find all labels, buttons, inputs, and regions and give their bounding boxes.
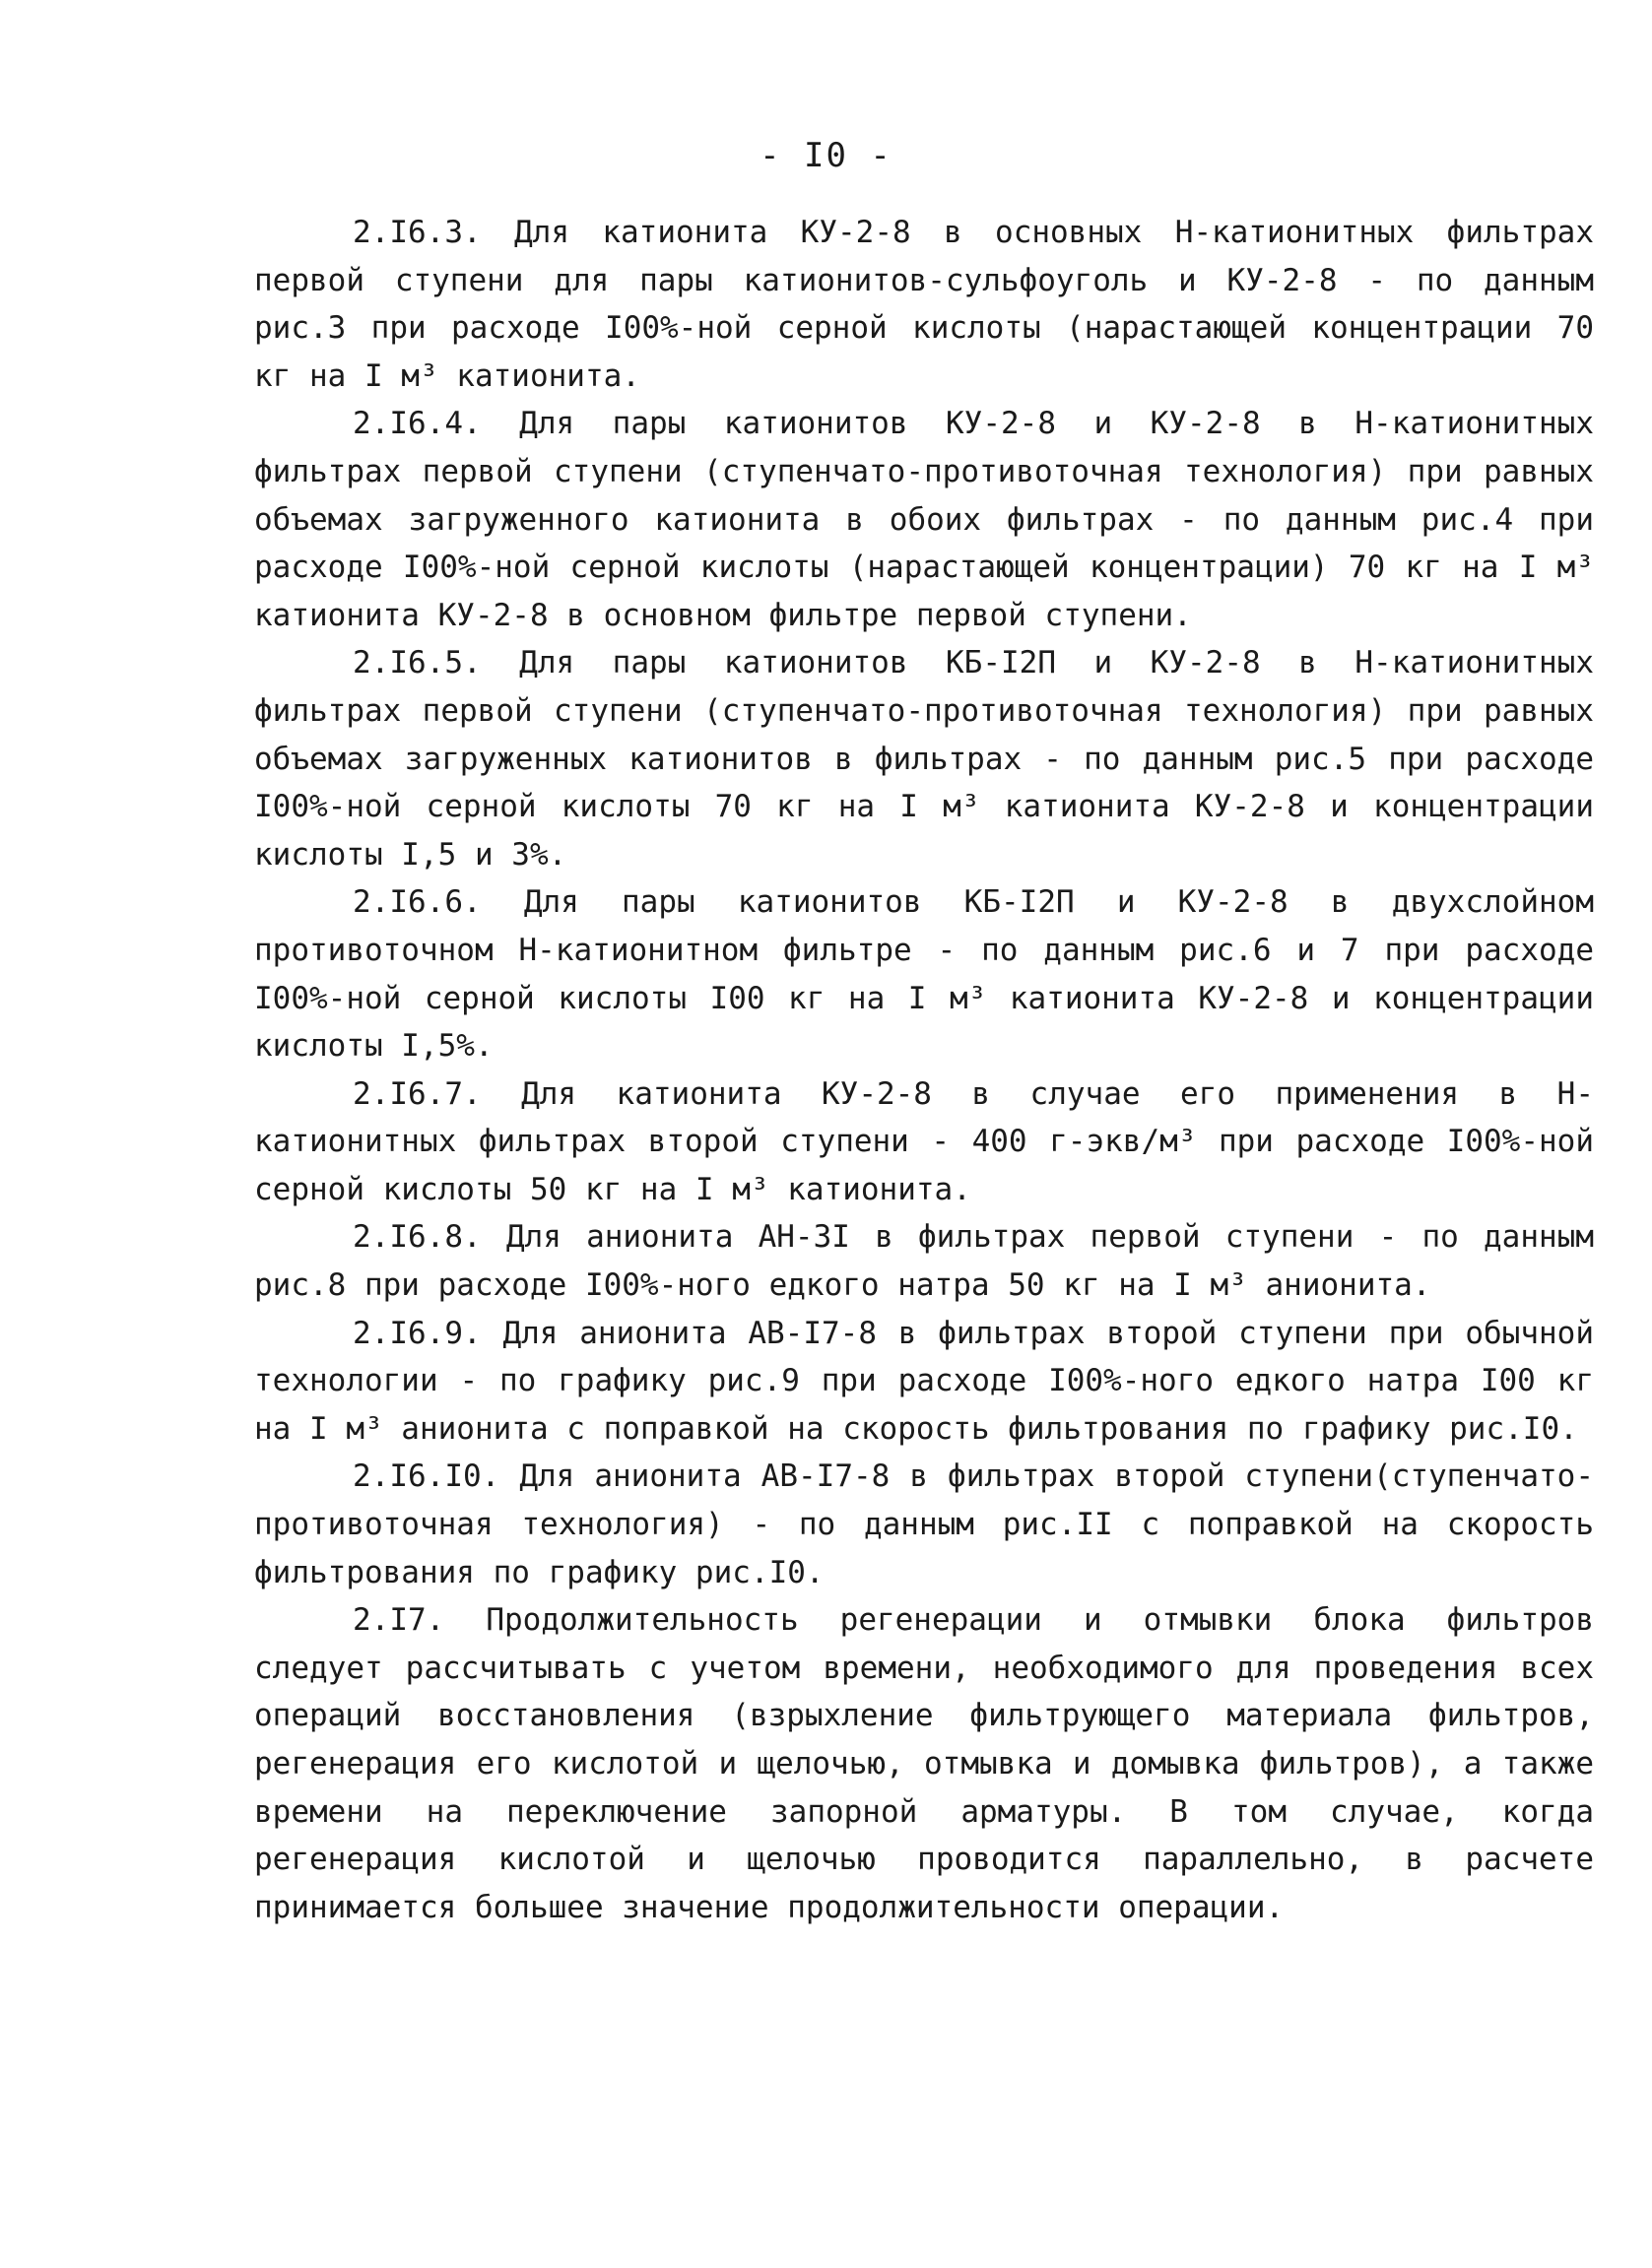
paragraph-2-16-3: 2.I6.3. Для катионита КУ-2-8 в основных Н-катионитных фильтрах первой ступени для пары катионитов-сульфоуголь и КУ-2-8 - по данным рис.3 при расходе I00%-ной серной кислоты (нарастающей концентрации 70 кг на I м³ катионита.	[254, 215, 1594, 394]
paragraph-2-16-8: 2.I6.8. Для анионита АН-3I в фильтрах первой ступени - по данным рис.8 при расходе I00%-ного едкого натра 50 кг на I м³ анионита.	[254, 1219, 1594, 1304]
page-number: - I0 -	[760, 136, 892, 175]
paragraph-2-16-10: 2.I6.I0. Для анионита АВ-I7-8 в фильтрах второй ступени(ступенчато-противоточная технология) - по данным рис.II с поправкой на скорость фильтрования по графику рис.I0.	[254, 1458, 1594, 1590]
paragraph-2-16-4: 2.I6.4. Для пары катионитов КУ-2-8 и КУ-2-8 в Н-катионитных фильтрах первой ступени (ступенчато-противоточная технология) при равных объемах загруженного катионита в обоих фильтрах - по данным рис.4 при расходе I00%-ной серной кислоты (нарастающей концентрации) 70 кг на I м³ катионита КУ-2-8 в основном фильтре первой ступени.	[254, 406, 1594, 633]
document-body	[254, 209, 1594, 1931]
paragraph-2-16-9: 2.I6.9. Для анионита АВ-I7-8 в фильтрах второй ступени при обычной технологии - по графику рис.9 при расходе I00%-ного едкого натра I00 кг на I м³ анионита с поправкой на скорость фильтрования по графику рис.I0.	[254, 1315, 1594, 1447]
paragraph-2-16-5: 2.I6.5. Для пары катионитов КБ-I2П и КУ-2-8 в Н-катионитных фильтрах первой ступени (ступенчато-противоточная технология) при равных объемах загруженных катионитов в фильтрах - по данным рис.5 при расходе I00%-ной серной кислоты 70 кг на I м³ катионита КУ-2-8 и концентрации кислоты I,5 и 3%.	[254, 645, 1594, 873]
paragraph-2-16-7: 2.I6.7. Для катионита КУ-2-8 в случае его применения в Н-катионитных фильтрах второй ступени - 400 г-экв/м³ при расходе I00%-ной серной кислоты 50 кг на I м³ катионита.	[254, 1075, 1594, 1207]
paragraph-2-16-6: 2.I6.6. Для пары катионитов КБ-I2П и КУ-2-8 в двухслойном противоточном Н-катионитном фильтре - по данным рис.6 и 7 при расходе I00%-ной серной кислоты I00 кг на I м³ катионита КУ-2-8 и концентрации кислоты I,5%.	[254, 884, 1594, 1065]
paragraph-2-17: 2.I7. Продолжительность регенерации и отмывки блока фильтров следует рассчитывать с учетом времени, необходимого для проведения всех операций восстановления (взрыхление фильтрующего материала фильтров, регенерация его кислотой и щелочью, отмывка и домывка фильтров), а также времени на переключение запорной арматуры. В том случае, когда регенерация кислотой и щелочью проводится параллельно, в расчете принимается большее значение продолжительности операции.	[254, 1602, 1594, 1925]
